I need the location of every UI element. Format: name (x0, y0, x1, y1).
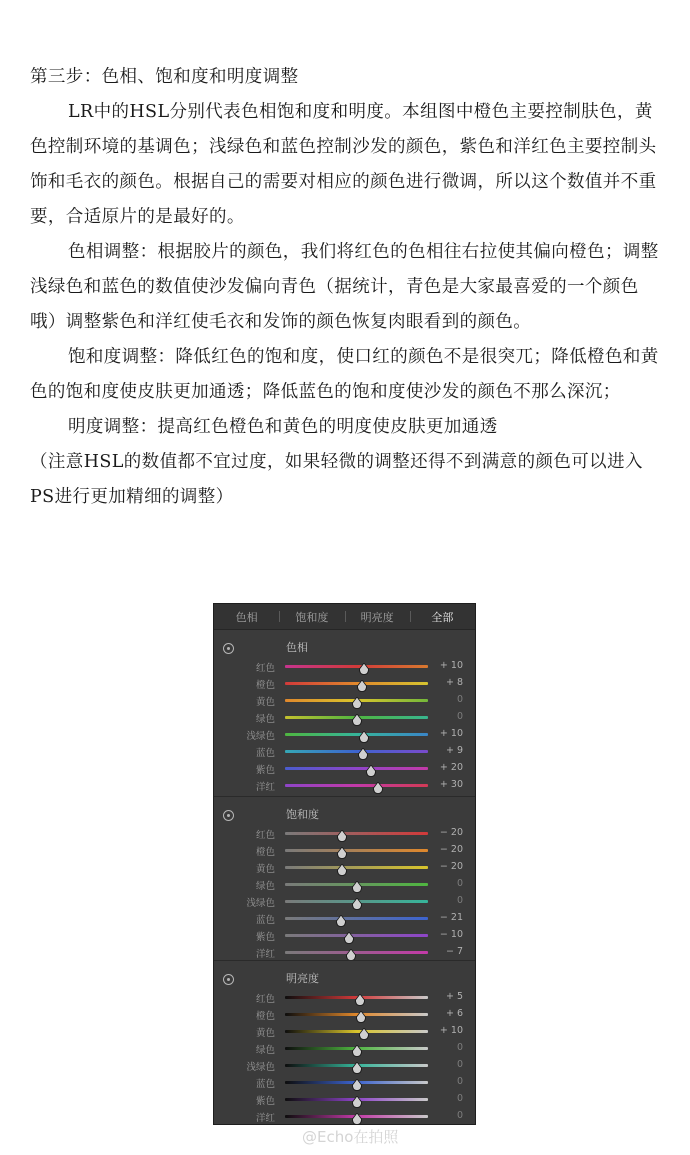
section-title: 明亮度 (286, 972, 319, 985)
slider-label: 浅绿色 (246, 731, 275, 742)
slider-track[interactable] (285, 733, 428, 736)
section-title: 色相 (286, 641, 308, 654)
luminance-section (214, 960, 475, 1124)
slider-value[interactable]: 0 (456, 878, 463, 889)
slider-label: 红色 (255, 663, 275, 674)
slider-track[interactable] (285, 849, 428, 852)
slider-row (214, 943, 475, 960)
slider-value[interactable]: 0 (456, 895, 463, 906)
slider-thumb[interactable] (352, 1110, 362, 1122)
slider-track[interactable] (285, 866, 428, 869)
slider-label: 洋红 (255, 949, 275, 960)
slider-track[interactable] (285, 951, 428, 954)
slider-value[interactable]: − 20 (439, 827, 463, 838)
slider-thumb[interactable] (352, 895, 362, 907)
slider-thumb[interactable] (352, 694, 362, 706)
slider-thumb[interactable] (359, 660, 369, 672)
slider-row (214, 909, 475, 926)
slider-row (214, 1107, 475, 1124)
slider-row (214, 988, 475, 1005)
target-adjust-icon[interactable] (223, 810, 234, 821)
article-paragraph-luminance: 明度调整：提高红色橙色和黄色的明度使皮肤更加通透 (68, 417, 498, 437)
slider-label: 黄色 (255, 697, 275, 708)
slider-label: 蓝色 (255, 1079, 275, 1090)
section-title: 饱和度 (286, 808, 319, 821)
slider-thumb[interactable] (357, 677, 367, 689)
slider-label: 黄色 (255, 1028, 275, 1039)
slider-track[interactable] (285, 1030, 428, 1033)
slider-thumb[interactable] (352, 1093, 362, 1105)
slider-thumb[interactable] (336, 912, 346, 924)
slider-thumb[interactable] (352, 711, 362, 723)
slider-value[interactable]: 0 (456, 1093, 463, 1104)
slider-thumb[interactable] (337, 861, 347, 873)
hsl-panel (213, 603, 476, 1125)
slider-thumb[interactable] (352, 1059, 362, 1071)
slider-row (214, 1090, 475, 1107)
tab-luminance[interactable]: 明亮度 (345, 609, 410, 625)
slider-label: 绿色 (255, 881, 275, 892)
slider-value[interactable]: − 20 (439, 861, 463, 872)
slider-label: 紫色 (255, 1096, 275, 1107)
slider-label: 紫色 (255, 932, 275, 943)
slider-value[interactable]: + 8 (445, 677, 463, 688)
article-paragraph-intro: LR中的HSL分别代表色相饱和度和明度。本组图中橙色主要控制肤色，黄色控制环境的基调色；浅绿色和蓝色控制沙发的颜色，紫色和洋红色主要控制头饰和毛衣的颜色。根据自己的需要对相应的颜色进行微调，所以这个数值并不重要，合适原片的是最好的。 (30, 102, 657, 227)
slider-thumb[interactable] (358, 745, 368, 757)
saturation-section (214, 796, 475, 960)
slider-label: 浅绿色 (246, 898, 275, 909)
tab-hue[interactable]: 色相 (235, 610, 258, 624)
slider-thumb[interactable] (373, 779, 383, 791)
target-adjust-icon[interactable] (223, 974, 234, 985)
slider-row (214, 858, 475, 875)
article (30, 60, 660, 515)
slider-label: 绿色 (255, 714, 275, 725)
slider-track[interactable] (285, 934, 428, 937)
slider-value[interactable]: + 30 (439, 779, 463, 790)
slider-value[interactable]: − 21 (439, 912, 463, 923)
slider-value[interactable]: 0 (456, 694, 463, 705)
slider-value[interactable]: − 20 (439, 844, 463, 855)
slider-row (214, 776, 475, 793)
slider-value[interactable]: 0 (456, 1076, 463, 1087)
slider-label: 蓝色 (255, 915, 275, 926)
slider-row (214, 742, 475, 759)
slider-label: 洋红 (255, 1113, 275, 1124)
slider-label: 橙色 (255, 680, 275, 691)
slider-thumb[interactable] (344, 929, 354, 941)
slider-track[interactable] (285, 665, 428, 668)
slider-row (214, 1056, 475, 1073)
slider-track[interactable] (285, 767, 428, 770)
slider-row (214, 892, 475, 909)
slider-thumb[interactable] (356, 1008, 366, 1020)
slider-row (214, 657, 475, 674)
slider-label: 红色 (255, 994, 275, 1005)
slider-thumb[interactable] (355, 991, 365, 1003)
watermark: @Echo在拍照 (302, 1128, 399, 1146)
slider-thumb[interactable] (359, 1025, 369, 1037)
slider-thumb[interactable] (337, 827, 347, 839)
tab-saturation[interactable]: 饱和度 (279, 609, 344, 625)
slider-value[interactable]: + 5 (445, 991, 463, 1002)
target-adjust-icon[interactable] (223, 643, 234, 654)
slider-label: 红色 (255, 830, 275, 841)
slider-value[interactable]: + 10 (439, 728, 463, 739)
slider-label: 紫色 (255, 765, 275, 776)
slider-thumb[interactable] (352, 1042, 362, 1054)
slider-track[interactable] (285, 784, 428, 787)
slider-row (214, 691, 475, 708)
hsl-tab-bar (214, 604, 475, 630)
slider-value[interactable]: + 6 (445, 1008, 463, 1019)
slider-value[interactable]: 0 (456, 1042, 463, 1053)
hue-section (214, 630, 475, 796)
slider-row (214, 1022, 475, 1039)
slider-thumb[interactable] (352, 878, 362, 890)
slider-value[interactable]: + 20 (439, 762, 463, 773)
article-paragraph-saturation: 饱和度调整：降低红色的饱和度，使口红的颜色不是很突兀；降低橙色和黄色的饱和度使皮肤更加通透；降低蓝色的饱和度使沙发的颜色不那么深沉； (30, 347, 659, 402)
slider-label: 绿色 (255, 1045, 275, 1056)
slider-row (214, 1039, 475, 1056)
slider-label: 蓝色 (255, 748, 275, 759)
article-note: （注意HSL的数值都不宜过度，如果轻微的调整还得不到满意的颜色可以进入PS进行更加精细的调整） (30, 452, 643, 507)
slider-value[interactable]: 0 (456, 1110, 463, 1121)
slider-value[interactable]: − 10 (439, 929, 463, 940)
slider-thumb[interactable] (352, 1076, 362, 1088)
slider-row (214, 841, 475, 858)
slider-value[interactable]: − 7 (445, 946, 463, 957)
slider-row (214, 875, 475, 892)
slider-label: 黄色 (255, 864, 275, 875)
slider-thumb[interactable] (337, 844, 347, 856)
slider-row (214, 824, 475, 841)
slider-value[interactable]: 0 (456, 1059, 463, 1070)
tab-all[interactable]: 全部 (410, 609, 475, 625)
slider-label: 浅绿色 (246, 1062, 275, 1073)
slider-row (214, 725, 475, 742)
slider-row (214, 926, 475, 943)
slider-thumb[interactable] (346, 946, 356, 958)
slider-value[interactable]: + 10 (439, 1025, 463, 1036)
slider-value[interactable]: 0 (456, 711, 463, 722)
article-heading: 第三步：色相、饱和度和明度调整 (30, 67, 299, 87)
slider-row (214, 1073, 475, 1090)
slider-row (214, 708, 475, 725)
article-paragraph-hue: 色相调整：根据胶片的颜色，我们将红色的色相往右拉使其偏向橙色；调整浅绿色和蓝色的数值使沙发偏向青色（据统计，青色是大家最喜爱的一个颜色哦）调整紫色和洋红使毛衣和发饰的颜色恢复肉眼看到的颜色。 (30, 242, 659, 332)
slider-row (214, 759, 475, 776)
slider-track[interactable] (285, 832, 428, 835)
slider-row (214, 1005, 475, 1022)
slider-value[interactable]: + 9 (445, 745, 463, 756)
slider-track[interactable] (285, 750, 428, 753)
slider-value[interactable]: + 10 (439, 660, 463, 671)
slider-label: 洋红 (255, 782, 275, 793)
slider-row (214, 674, 475, 691)
slider-track[interactable] (285, 917, 428, 920)
slider-label: 橙色 (255, 1011, 275, 1022)
slider-label: 橙色 (255, 847, 275, 858)
slider-thumb[interactable] (366, 762, 376, 774)
slider-thumb[interactable] (359, 728, 369, 740)
